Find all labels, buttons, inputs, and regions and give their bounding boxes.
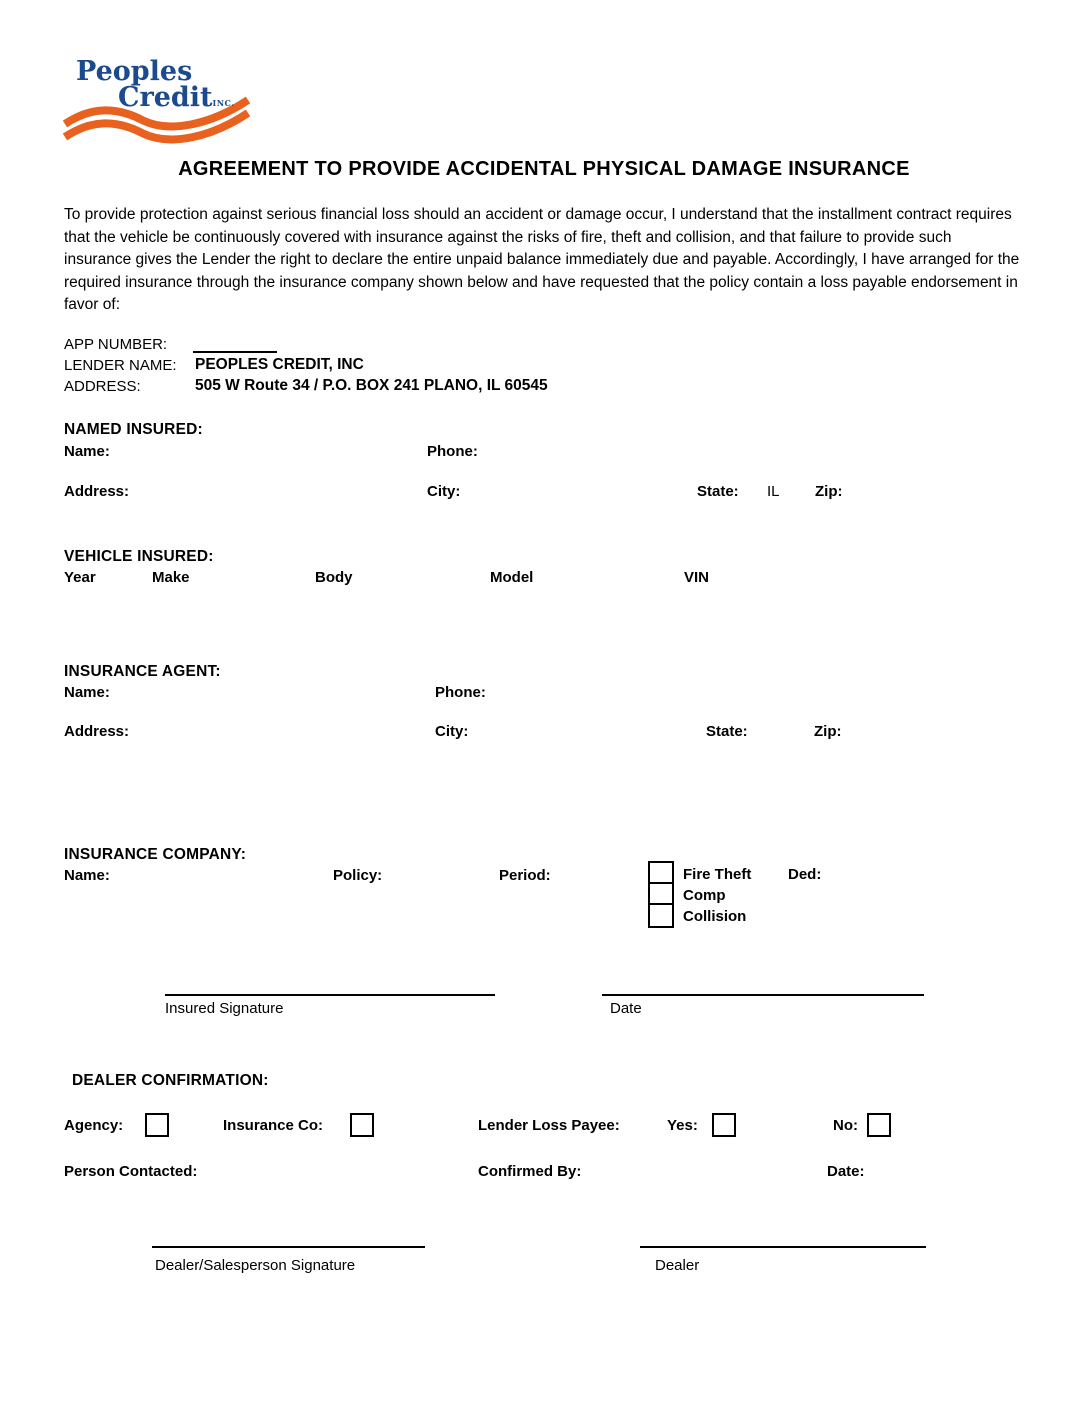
vehicle-col-make: Make [152, 569, 190, 586]
logo-credit-word: Credit [118, 82, 213, 113]
coverage-checkbox-stack [648, 861, 674, 928]
lender-name-label: LENDER NAME: [64, 357, 177, 374]
agent-phone-label: Phone: [435, 684, 486, 701]
lender-name-value: PEOPLES CREDIT, INC [195, 356, 364, 373]
insured-phone-label: Phone: [427, 443, 478, 460]
insured-signature-caption: Insured Signature [165, 1000, 284, 1017]
dealer-name-caption: Dealer [655, 1257, 700, 1274]
insured-address-label: Address: [64, 483, 130, 500]
dealer-name-line[interactable] [640, 1246, 926, 1248]
deductible-label: Ded: [788, 866, 822, 883]
insured-state-label: State: [697, 483, 739, 500]
document-title: AGREEMENT TO PROVIDE ACCIDENTAL PHYSICAL DAMAGE INSURANCE [178, 158, 910, 180]
yes-checkbox[interactable] [712, 1113, 736, 1137]
intro-paragraph: To provide protection against serious financial loss should an accident or damage occur, I understand that the installment contract requires that the vehicle be continuously covered with insurance against the risks of fire, theft and collision, and that failure to provide such insurance gives the Lender the right to declare the entire unpaid balance immediately due and payable. Accordingly, I have arranged for the required insurance through the insurance company shown below and have requested that the policy contain a loss payable endorsement in favor of: [64, 206, 1020, 314]
no-checkbox[interactable] [867, 1113, 891, 1137]
insurance-co-label: Insurance Co: [223, 1117, 324, 1134]
vehicle-col-vin: VIN [684, 569, 710, 586]
coverage-collision-label: Collision [683, 908, 747, 925]
logo-text-credit [118, 82, 235, 113]
vehicle-col-model: Model [490, 569, 534, 586]
company-name-label: Name: [64, 867, 110, 884]
lender-address-label: ADDRESS: [64, 378, 141, 395]
agent-zip-label: Zip: [814, 723, 842, 740]
lender-address-value: 505 W Route 34 / P.O. BOX 241 PLANO, IL 60545 [195, 377, 548, 394]
logo-text-peoples: Peoples [76, 56, 193, 87]
app-number-label: APP NUMBER: [64, 336, 168, 353]
insured-state-value: IL [767, 483, 780, 500]
dealer-date-label: Date: [827, 1163, 865, 1180]
comp-checkbox[interactable] [650, 884, 672, 905]
logo-inc-suffix: INC. [212, 98, 235, 108]
dealer-signature-caption: Dealer/Salesperson Signature [155, 1257, 356, 1274]
confirmed-by-label: Confirmed By: [478, 1163, 582, 1180]
insurance-agent-heading: INSURANCE AGENT: [64, 663, 221, 680]
dealer-confirmation-heading: DEALER CONFIRMATION: [72, 1072, 269, 1089]
company-period-label: Period: [499, 867, 551, 884]
insured-date-caption: Date [610, 1000, 642, 1017]
agent-name-label: Name: [64, 684, 110, 701]
named-insured-heading: NAMED INSURED: [64, 421, 203, 438]
coverage-comp-label: Comp [683, 887, 726, 904]
dealer-signature-line[interactable] [152, 1246, 425, 1248]
insured-name-label: Name: [64, 443, 110, 460]
insured-city-label: City: [427, 483, 461, 500]
insurance-company-heading: INSURANCE COMPANY: [64, 846, 247, 863]
vehicle-col-year: Year [64, 569, 96, 586]
fire-theft-checkbox[interactable] [650, 863, 672, 884]
vehicle-insured-heading: VEHICLE INSURED: [64, 548, 214, 565]
agent-state-label: State: [706, 723, 748, 740]
coverage-fire-theft-label: Fire Theft [683, 866, 752, 883]
insured-signature-line[interactable] [165, 994, 495, 996]
vehicle-col-body: Body [315, 569, 353, 586]
agent-address-label: Address: [64, 723, 130, 740]
insured-zip-label: Zip: [815, 483, 843, 500]
agency-label: Agency: [64, 1117, 124, 1134]
agent-city-label: City: [435, 723, 469, 740]
lender-loss-payee-label: Lender Loss Payee: [478, 1117, 620, 1134]
no-label: No: [833, 1117, 858, 1134]
person-contacted-label: Person Contacted: [64, 1163, 198, 1180]
insured-date-line[interactable] [602, 994, 924, 996]
agency-checkbox[interactable] [145, 1113, 169, 1137]
app-number-field-line[interactable] [193, 351, 277, 353]
insurance-co-checkbox[interactable] [350, 1113, 374, 1137]
collision-checkbox[interactable] [650, 905, 672, 926]
peoples-credit-logo [62, 54, 252, 140]
company-policy-label: Policy: [333, 867, 383, 884]
yes-label: Yes: [667, 1117, 698, 1134]
